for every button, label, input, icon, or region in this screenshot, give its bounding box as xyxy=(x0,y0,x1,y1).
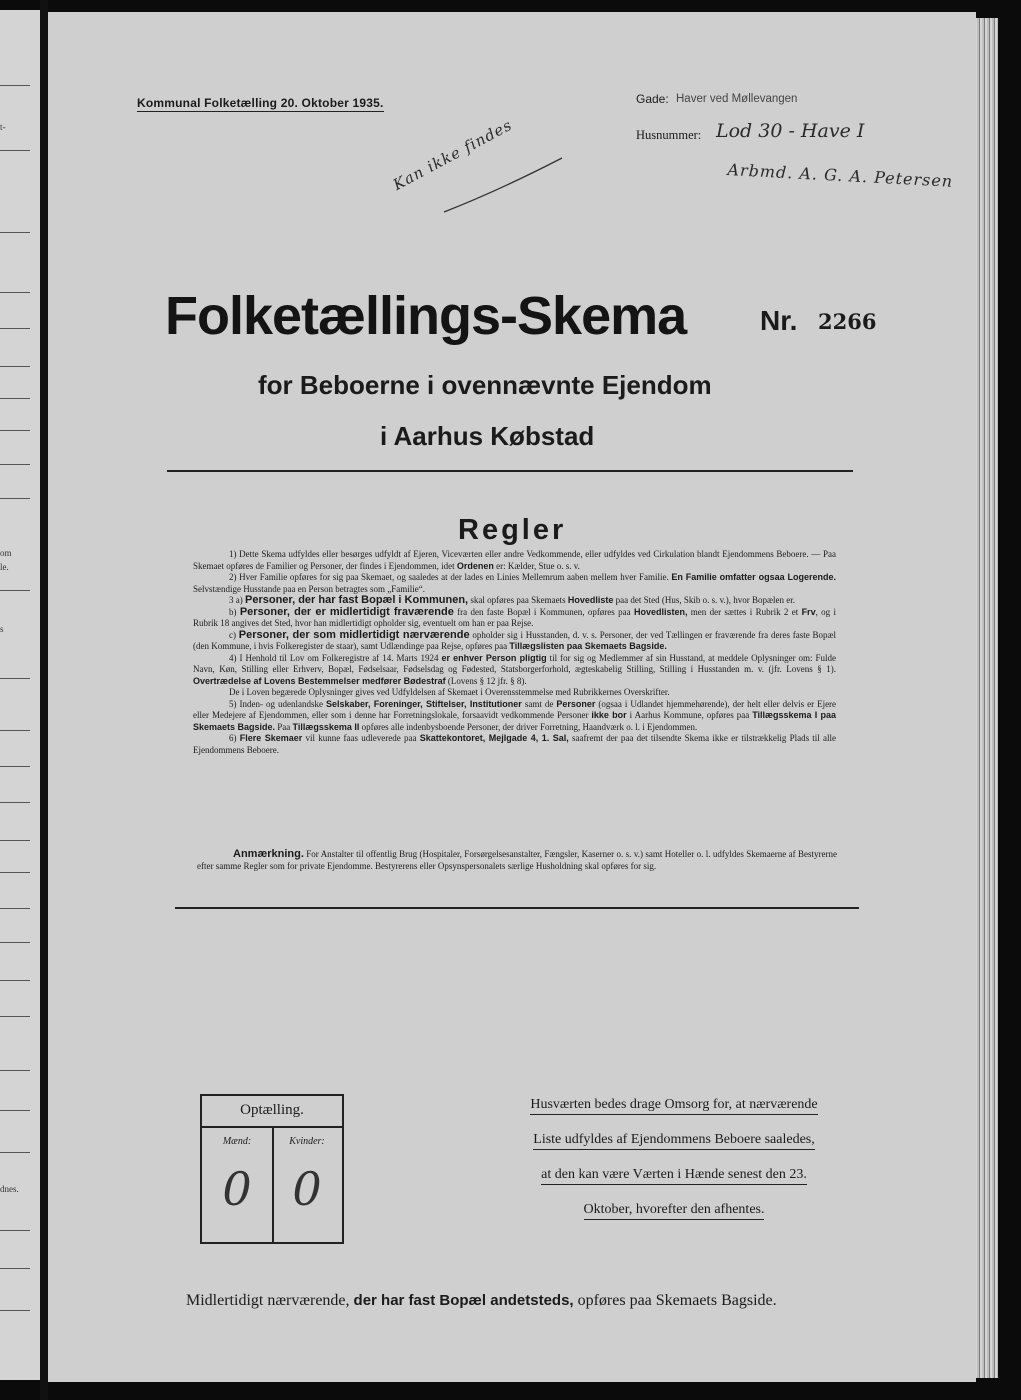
remark-text: For Anstalter til offentlig Brug (Hospitaler, Forsørgelsesanstalter, Fængsler, Kaserner o. s. v.) samt Hoteller o. l. udfyldes Skemaerne af Bestyrerne efter samme Regler som for private Ejendomme. Bestyrerens eller Opsynspersonalets særlige Husholdning skal opføres for sig. xyxy=(197,849,837,871)
left-page-rule xyxy=(0,430,30,431)
left-page-rule xyxy=(0,766,30,767)
margin-handwritten-note: Kan ikke findes xyxy=(390,115,516,194)
left-page-rule xyxy=(0,908,30,909)
men-label: Mænd: xyxy=(222,1136,252,1147)
left-page-rule xyxy=(0,678,30,679)
divider xyxy=(175,907,859,909)
women-count: 0 xyxy=(292,1162,322,1216)
left-page-edge xyxy=(0,10,44,1380)
rule-3b: b) Personer, der er midlertidigt fraværende fra den faste Bopæl i Kommunen, opføres paa Hovedlisten, men der sættes i Rubrik 2 et Frv, og i Rubrik 18 angives det Sted, hvor han midlertidigt opholder sig, eventuelt om han er paa Rejse. xyxy=(193,605,836,628)
rule-1: 1) Dette Skema udfyldes eller besørges udfyldt af Ejeren, Viceværten eller andre Vedkommende, eller udfyldes ved Cirkulation blandt Ejendommens Beboere. — Paa Skemaet opføres de Familier og Personer, der findes i Ejendommen, idet Ordenen er: Kælder, Stue o. s. v. xyxy=(193,549,836,571)
remark-paragraph xyxy=(197,849,837,872)
left-page-rule xyxy=(0,1230,30,1231)
left-page-rule xyxy=(0,498,30,499)
divider xyxy=(167,470,853,472)
left-page-rule xyxy=(0,85,30,86)
book-gutter xyxy=(40,0,48,1400)
house-number-label: Husnummer: xyxy=(636,128,702,142)
house-number-handwritten: Lod 30 - Have I xyxy=(716,120,865,142)
left-page-rule xyxy=(0,150,30,151)
remark-label: Anmærkning. xyxy=(233,848,304,860)
left-page-rule xyxy=(0,730,30,731)
rules-heading: Regler xyxy=(458,514,567,546)
left-page-fragment: om xyxy=(0,548,12,558)
left-page-rule xyxy=(0,980,30,981)
left-page-rule xyxy=(0,398,30,399)
rules-text xyxy=(193,549,836,756)
count-box xyxy=(200,1094,344,1244)
left-page-rule xyxy=(0,232,30,233)
left-page-rule xyxy=(0,1310,30,1311)
men-count: 0 xyxy=(222,1162,252,1216)
left-page-rule xyxy=(0,1268,30,1269)
form-number-label: Nr. xyxy=(760,305,798,336)
form-title: Folketællings-Skema xyxy=(165,286,687,346)
left-page-rule xyxy=(0,328,30,329)
left-page-rule xyxy=(0,1110,30,1111)
rule-5: 5) Inden- og udenlandske Selskaber, Foreninger, Stiftelser, Institutioner samt de Personer (ogsaa i Udlandet hjemmehørende), der helt eller delvis er Ejere eller Medejere af Ejendommen, eller som i denne har Forretningslokale, forsaavidt vedkommende Personer ikke bor i Aarhus Kommune, opføres paa Tillægsskema I paa Skemaets Bagside. Paa Tillægsskema II opføres alle indenbysboende Personer, der driver Forretning, Haandværk o. l. i Ejendommen. xyxy=(193,698,837,732)
left-page-rule xyxy=(0,1152,30,1153)
form-subtitle: for Beboerne i ovennævnte Ejendom xyxy=(258,370,712,400)
rule-3c: c) Personer, der som midlertidigt nærværende opholder sig i Husstanden, d. v. s. Personer, der ved Tællingen er fraværende fra deres faste Bopæl (den Kommune, i hvis Folkeregister de staar), samt Udlændinge paa Rejse, opføres paa Tillægslisten paa Skemaets Bagside. xyxy=(193,628,837,651)
left-page-rule xyxy=(0,840,30,841)
left-page-rule xyxy=(0,590,30,591)
left-page-rule xyxy=(0,1070,30,1071)
form-location: i Aarhus Købstad xyxy=(380,421,595,451)
footer-note: Midlertidigt nærværende, der har fast Bopæl andetsteds, opføres paa Skemaets Bagside. xyxy=(186,1292,777,1309)
instruction-line: Oktober, hvorefter den afhentes. xyxy=(497,1202,851,1218)
handwritten-underline-stroke xyxy=(440,150,570,220)
form-number-value: 2266 xyxy=(818,309,877,334)
left-page-rule xyxy=(0,1016,30,1017)
left-page-rule xyxy=(0,942,30,943)
count-title: Optælling. xyxy=(240,1102,304,1118)
left-page-fragment: le. xyxy=(0,562,9,572)
rule-6: 6) Flere Skemaer vil kunne faas udleverede paa Skattekontoret, Mejlgade 4, 1. Sal, saafremt der paa det tilsendte Skema ikke er tilstrækkelig Plads til alle Ejendommens Beboere. xyxy=(193,733,837,755)
women-label: Kvinder: xyxy=(289,1136,325,1147)
rule-2: 2) Hver Familie opføres for sig paa Skemaet, og saaledes at der lades en Linies Mellemrum aaben mellem hver Familie. En Familie omfatter ogsaa Logerende. Selvstændige Husstande paa en Person betragtes som „Familie“. xyxy=(193,572,836,594)
left-page-fragment: t- xyxy=(0,122,6,132)
rule-3a: 3 a) Personer, der har fast Bopæl i Kommunen, skal opføres paa Skemaets Hovedliste paa det Sted (Hus, Skib o. s. v.), hvor Bopælen er. xyxy=(229,594,796,606)
street-label: Gade: xyxy=(636,92,669,106)
left-page-fragment: s xyxy=(0,624,4,634)
left-page-rule xyxy=(0,872,30,873)
census-header-title: Kommunal Folketælling 20. Oktober 1935. xyxy=(137,96,384,110)
owner-handwritten: Arbmd. A. G. A. Petersen xyxy=(727,160,954,191)
left-page-fragment: dnes. xyxy=(0,1184,19,1194)
left-page-rule xyxy=(0,366,30,367)
instruction-line: at den kan være Værten i Hænde senest den 23. xyxy=(497,1167,851,1183)
instruction-line: Husværten bedes drage Omsorg for, at nærværende xyxy=(497,1097,851,1113)
rule-4-note: De i Loven begærede Oplysninger gives ved Udfyldelsen af Skemaet i Overensstemmelse med Rubrikkernes Overskrifter. xyxy=(229,687,670,697)
street-value: Haver ved Møllevangen xyxy=(676,93,798,105)
rule-4: 4) I Henhold til Lov om Folkeregistre af 14. Marts 1924 er enhver Person pligtig til for sig og Medlemmer af sin Husstand, at meddele Oplysninger om: Fulde Navn, Køn, Stilling eller Erhverv, Bopæl, Fødselsaar, Fødselsdag og Fødested, Statsborgerforhold, ægteskabelig Stilling, Stilling i Husstanden m. v. (jfr. Lovens § 1). Overtrædelse af Lovens Bestemmelser medfører Bødestraf (Lovens § 12 jfr. § 8). xyxy=(193,652,837,686)
left-page-rule xyxy=(0,464,30,465)
left-page-rule xyxy=(0,292,30,293)
instruction-line: Liste udfyldes af Ejendommens Beboere saaledes, xyxy=(497,1132,851,1148)
left-page-rule xyxy=(0,802,30,803)
